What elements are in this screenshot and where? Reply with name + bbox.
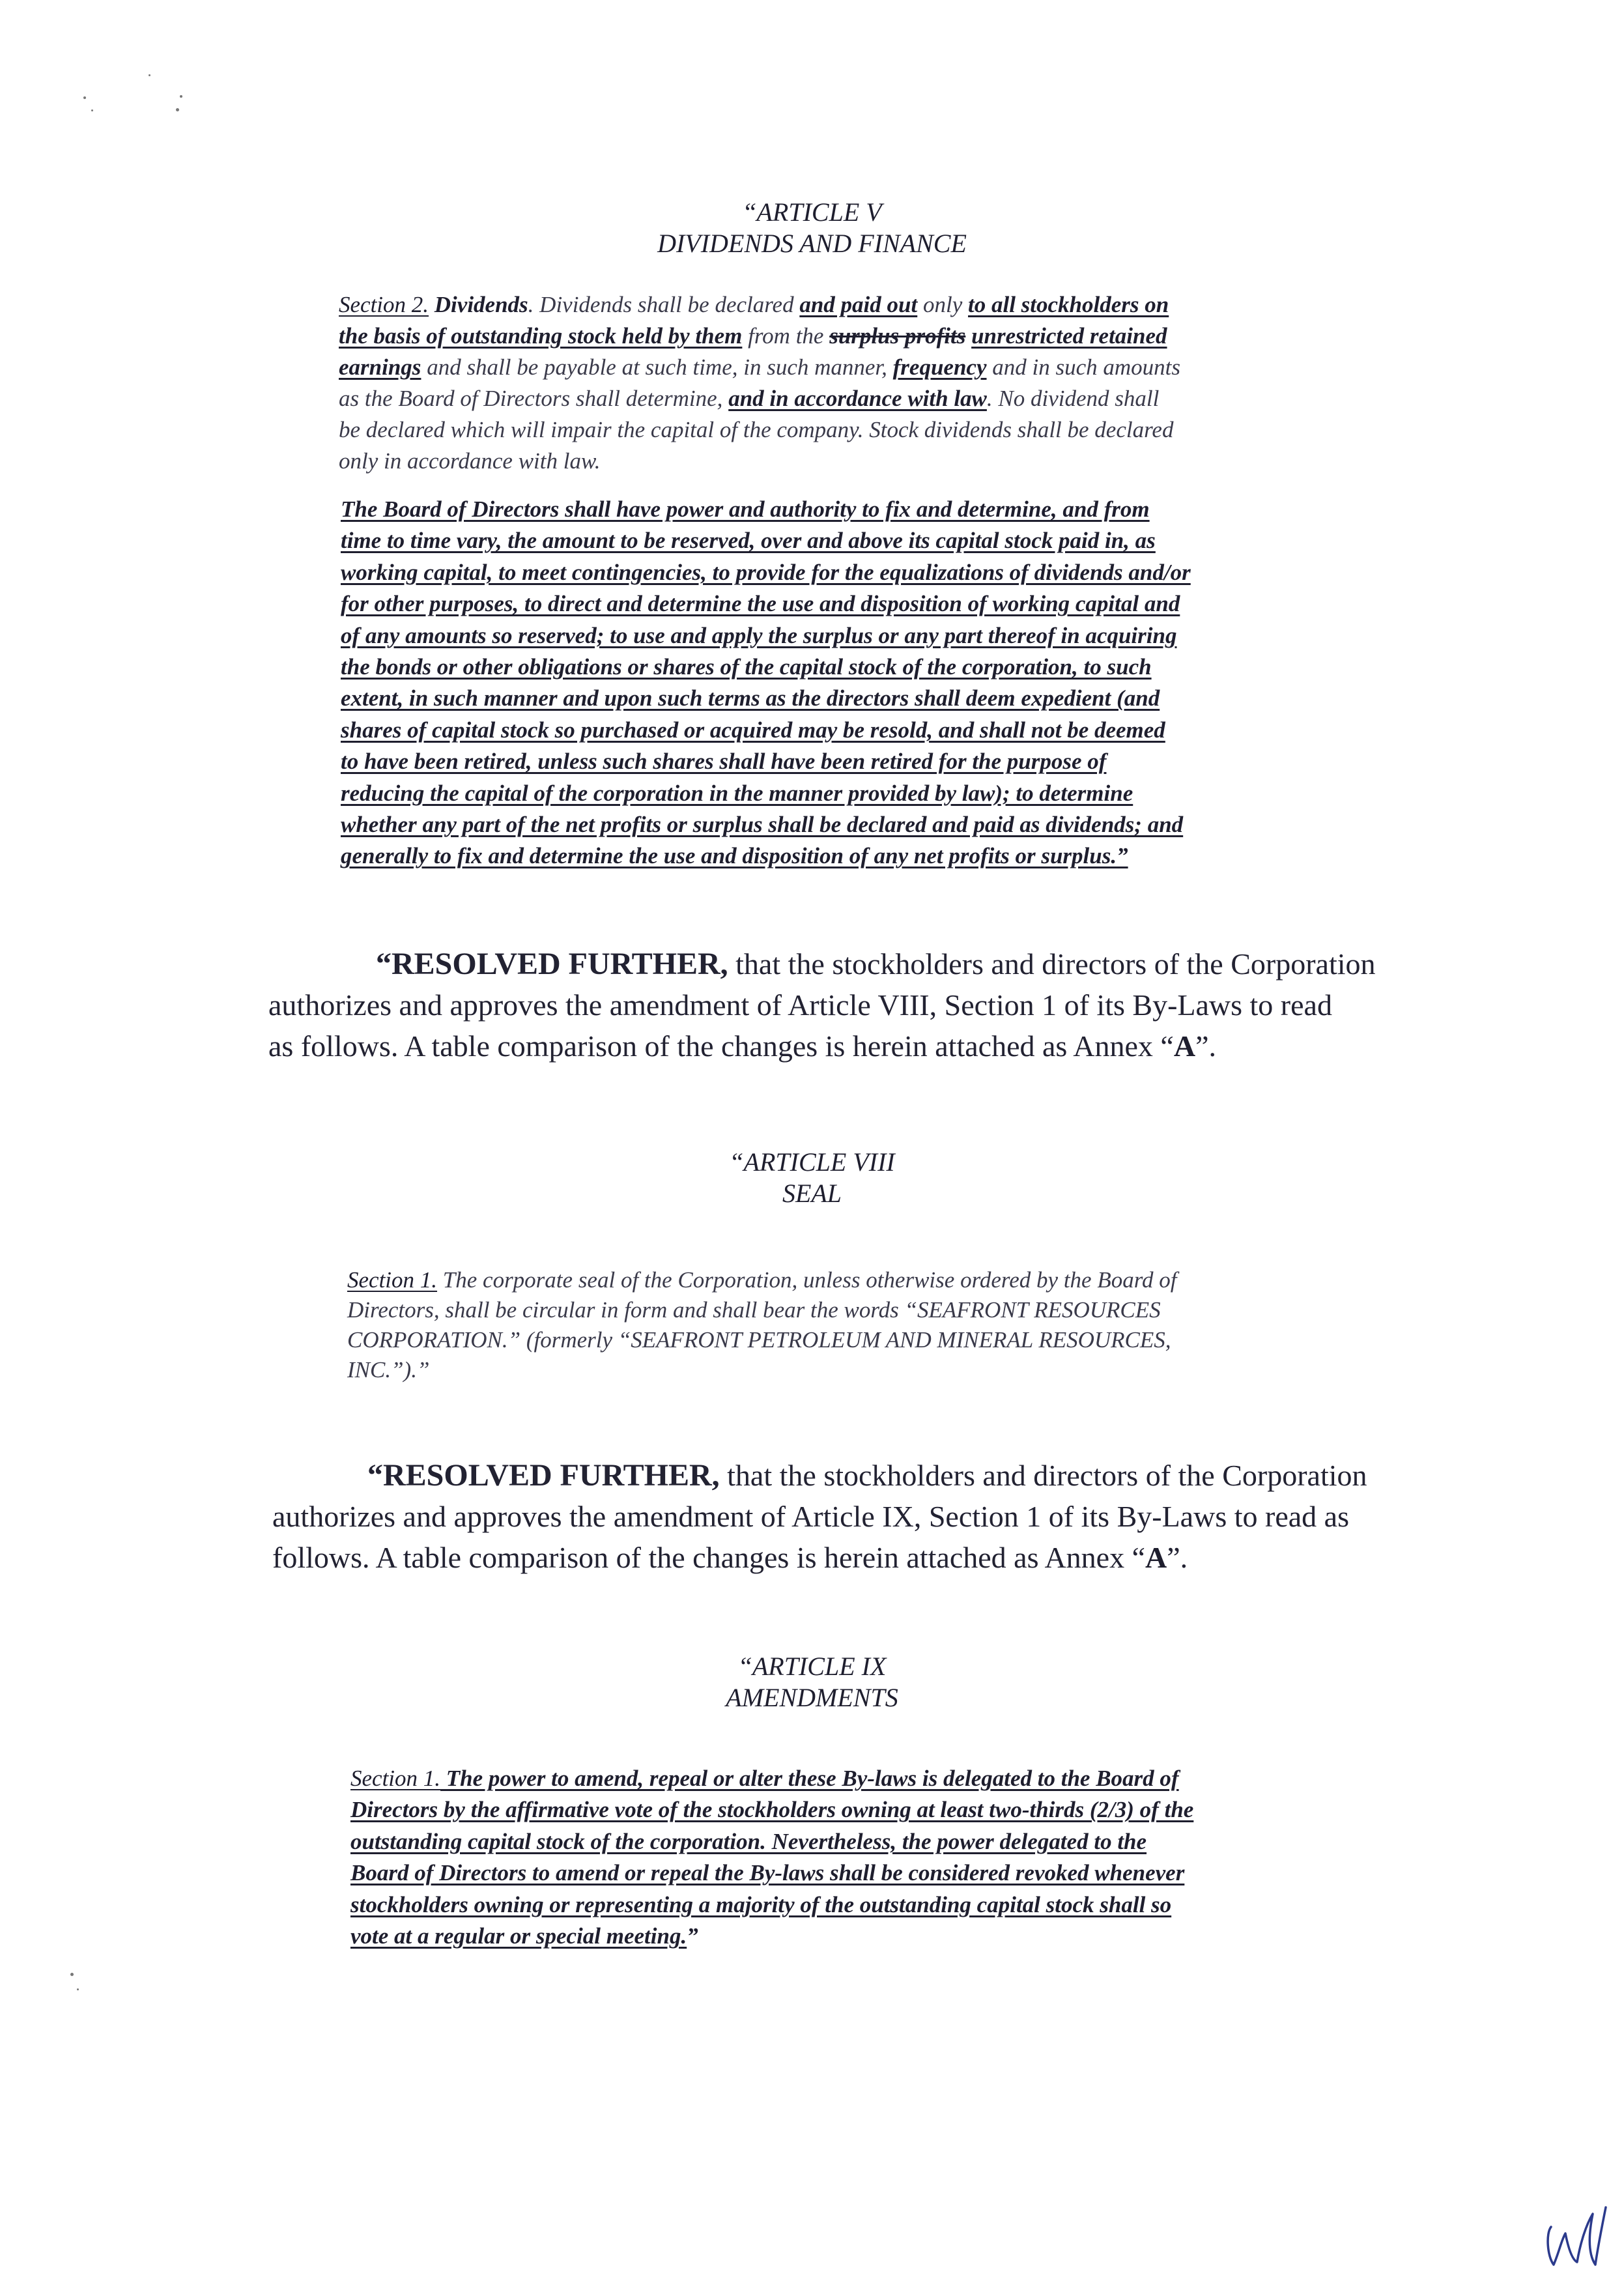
resolved-line3-end: ”. [1195, 1029, 1216, 1063]
text-run [965, 323, 971, 349]
scan-speck [91, 109, 93, 111]
resolved-line3: follows. A table comparison of the changes is herein attached as Annex “ [272, 1541, 1145, 1574]
inserted-text: working capital, to meet contingencies, to provide for the equalizations of dividends and/or [341, 559, 1191, 585]
annex-label: A [1145, 1541, 1167, 1574]
scan-speck [70, 1973, 74, 1976]
resolved-lead: “RESOLVED FURTHER, [376, 947, 728, 981]
inserted-text: reducing the capital of the corporation in the manner provided by law); to determine [341, 780, 1133, 806]
article-v-title: “ARTICLE V [742, 197, 882, 227]
amendment-line: Directors by the affirmative vote of the stockholders owning at least two-thirds (2/3) of the [350, 1797, 1194, 1823]
text-run: only in accordance with law. [339, 448, 601, 474]
inserted-text: earnings [339, 354, 421, 380]
paragraph-line [341, 809, 1344, 840]
paragraph-line [341, 557, 1344, 588]
article-viii-heading [0, 1147, 1624, 1209]
amendment-line: vote at a regular or special meeting. [350, 1923, 687, 1949]
resolved-line3-end: ”. [1167, 1541, 1188, 1574]
inserted-text: and paid out [799, 292, 918, 317]
article-ix-subtitle: AMENDMENTS [726, 1683, 898, 1712]
text-run: as the Board of Directors shall determine, [339, 386, 729, 411]
resolved-further-article-viii [268, 943, 1441, 1067]
handwritten-initials [1539, 2194, 1611, 2272]
inserted-text: for other purposes, to direct and determine the use and disposition of working capital and [341, 591, 1180, 617]
resolved-line1: that the stockholders and directors of the Corporation [719, 1459, 1367, 1492]
inserted-text: to all stockholders on [968, 292, 1169, 317]
article-ix-title: “ARTICLE IX [737, 1652, 887, 1681]
article-v-subtitle: DIVIDENDS AND FINANCE [657, 229, 967, 258]
section-label: Section 1. [350, 1766, 441, 1791]
text-run: only [917, 292, 968, 317]
paragraph-line [341, 746, 1344, 777]
amendment-line: Board of Directors to amend or repeal the By-laws shall be considered revoked whenever [350, 1860, 1185, 1886]
inserted-text: generally to fix and determine the use and disposition of any net profits or surplus.” [341, 843, 1128, 869]
article-viii-section-1-text [347, 1265, 1350, 1385]
paragraph-line [341, 715, 1344, 746]
paragraph-line [341, 683, 1344, 714]
resolved-further-article-ix [272, 1455, 1445, 1578]
paragraph-line [341, 494, 1344, 525]
article-v-board-powers-text [341, 494, 1344, 872]
text-run: be declared which will impair the capital of the company. Stock dividends shall be declared [339, 417, 1174, 442]
inserted-text: Dividends [429, 292, 528, 317]
paragraph-line [339, 446, 1342, 477]
seal-line: Directors, shall be circular in form and shall bear the words “SEAFRONT RESOURCES [347, 1297, 1161, 1323]
seal-line: The corporate seal of the Corporation, unless otherwise ordered by the Board of [437, 1267, 1177, 1293]
paragraph-line [339, 321, 1342, 352]
inserted-text: and in accordance with law [728, 386, 987, 411]
inserted-text: extent, in such manner and upon such terms as the directors shall deem expedient (and [341, 685, 1160, 711]
struck-text: surplus profits [829, 323, 966, 349]
seal-line: INC.”).” [347, 1357, 430, 1383]
resolved-line1: that the stockholders and directors of the Corporation [728, 947, 1376, 981]
text-run: and shall be payable at such time, in such manner, [421, 354, 893, 380]
inserted-text: the basis of outstanding stock held by them [339, 323, 743, 349]
inserted-text: frequency [892, 354, 987, 380]
amendment-line: outstanding capital stock of the corporation. Nevertheless, the power delegated to the [350, 1828, 1147, 1854]
scan-speck [77, 1988, 79, 1990]
scan-speck [176, 108, 179, 111]
amendment-line: The power to amend, repeal or alter these By-laws is delegated to the Board of [440, 1766, 1179, 1791]
inserted-text: of any amounts so reserved; to use and apply the surplus or any part thereof in acquiring [341, 622, 1177, 648]
article-ix-heading [0, 1651, 1624, 1713]
paragraph-line [341, 588, 1344, 620]
resolved-line2: authorizes and approves the amendment of Article VIII, Section 1 of its By-Laws to read [268, 988, 1332, 1022]
text-run: . Dividends shall be declared [528, 292, 800, 317]
paragraph-line [339, 383, 1342, 414]
inserted-text: the bonds or other obligations or shares of the capital stock of the corporation, to such [341, 654, 1152, 680]
paragraph-line [341, 525, 1344, 556]
paragraph-line [341, 840, 1344, 872]
scan-speck [180, 95, 182, 98]
paragraph-line [339, 414, 1342, 446]
inserted-text: whether any part of the net profits or surplus shall be declared and paid as dividends; and [341, 812, 1184, 838]
inserted-text: shares of capital stock so purchased or acquired may be resold, and shall not be deemed [341, 717, 1165, 743]
article-v-heading [0, 197, 1624, 259]
inserted-text: time to time vary, the amount to be reserved, over and above its capital stock paid in, as [341, 528, 1156, 554]
inserted-text: Section 2. [339, 292, 429, 317]
paragraph-line [339, 289, 1342, 321]
resolved-line2: authorizes and approves the amendment of Article IX, Section 1 of its By-Laws to read as [272, 1500, 1349, 1533]
text-run: from the [742, 323, 830, 349]
paragraph-line [339, 352, 1342, 383]
seal-line: CORPORATION.” (formerly “SEAFRONT PETROLEUM AND MINERAL RESOURCES, [347, 1327, 1171, 1353]
inserted-text: The Board of Directors shall have power and authority to fix and determine, and from [341, 496, 1150, 522]
article-ix-section-1-text [350, 1763, 1354, 1952]
paragraph-line [341, 778, 1344, 809]
text-run: and in such amounts [986, 354, 1181, 380]
article-viii-subtitle: SEAL [782, 1179, 842, 1208]
annex-label: A [1173, 1029, 1196, 1063]
amendment-line: stockholders owning or representing a majority of the outstanding capital stock shall so [350, 1891, 1172, 1917]
inserted-text: to have been retired, unless such shares shall have been retired for the purpose of [341, 749, 1107, 775]
scan-speck [83, 96, 86, 99]
paragraph-line [341, 620, 1344, 652]
scan-speck [149, 74, 150, 76]
article-viii-title: “ARTICLE VIII [729, 1147, 895, 1177]
article-v-section-2-text [339, 289, 1342, 477]
inserted-text: unrestricted retained [971, 323, 1167, 349]
paragraph-line [341, 652, 1344, 683]
text-run: . No dividend shall [986, 386, 1160, 411]
resolved-line3: as follows. A table comparison of the changes is herein attached as Annex “ [268, 1029, 1174, 1063]
section-label: Section 1. [347, 1267, 438, 1293]
closing-quote: ” [687, 1923, 698, 1949]
resolved-lead: “RESOLVED FURTHER, [367, 1458, 720, 1493]
